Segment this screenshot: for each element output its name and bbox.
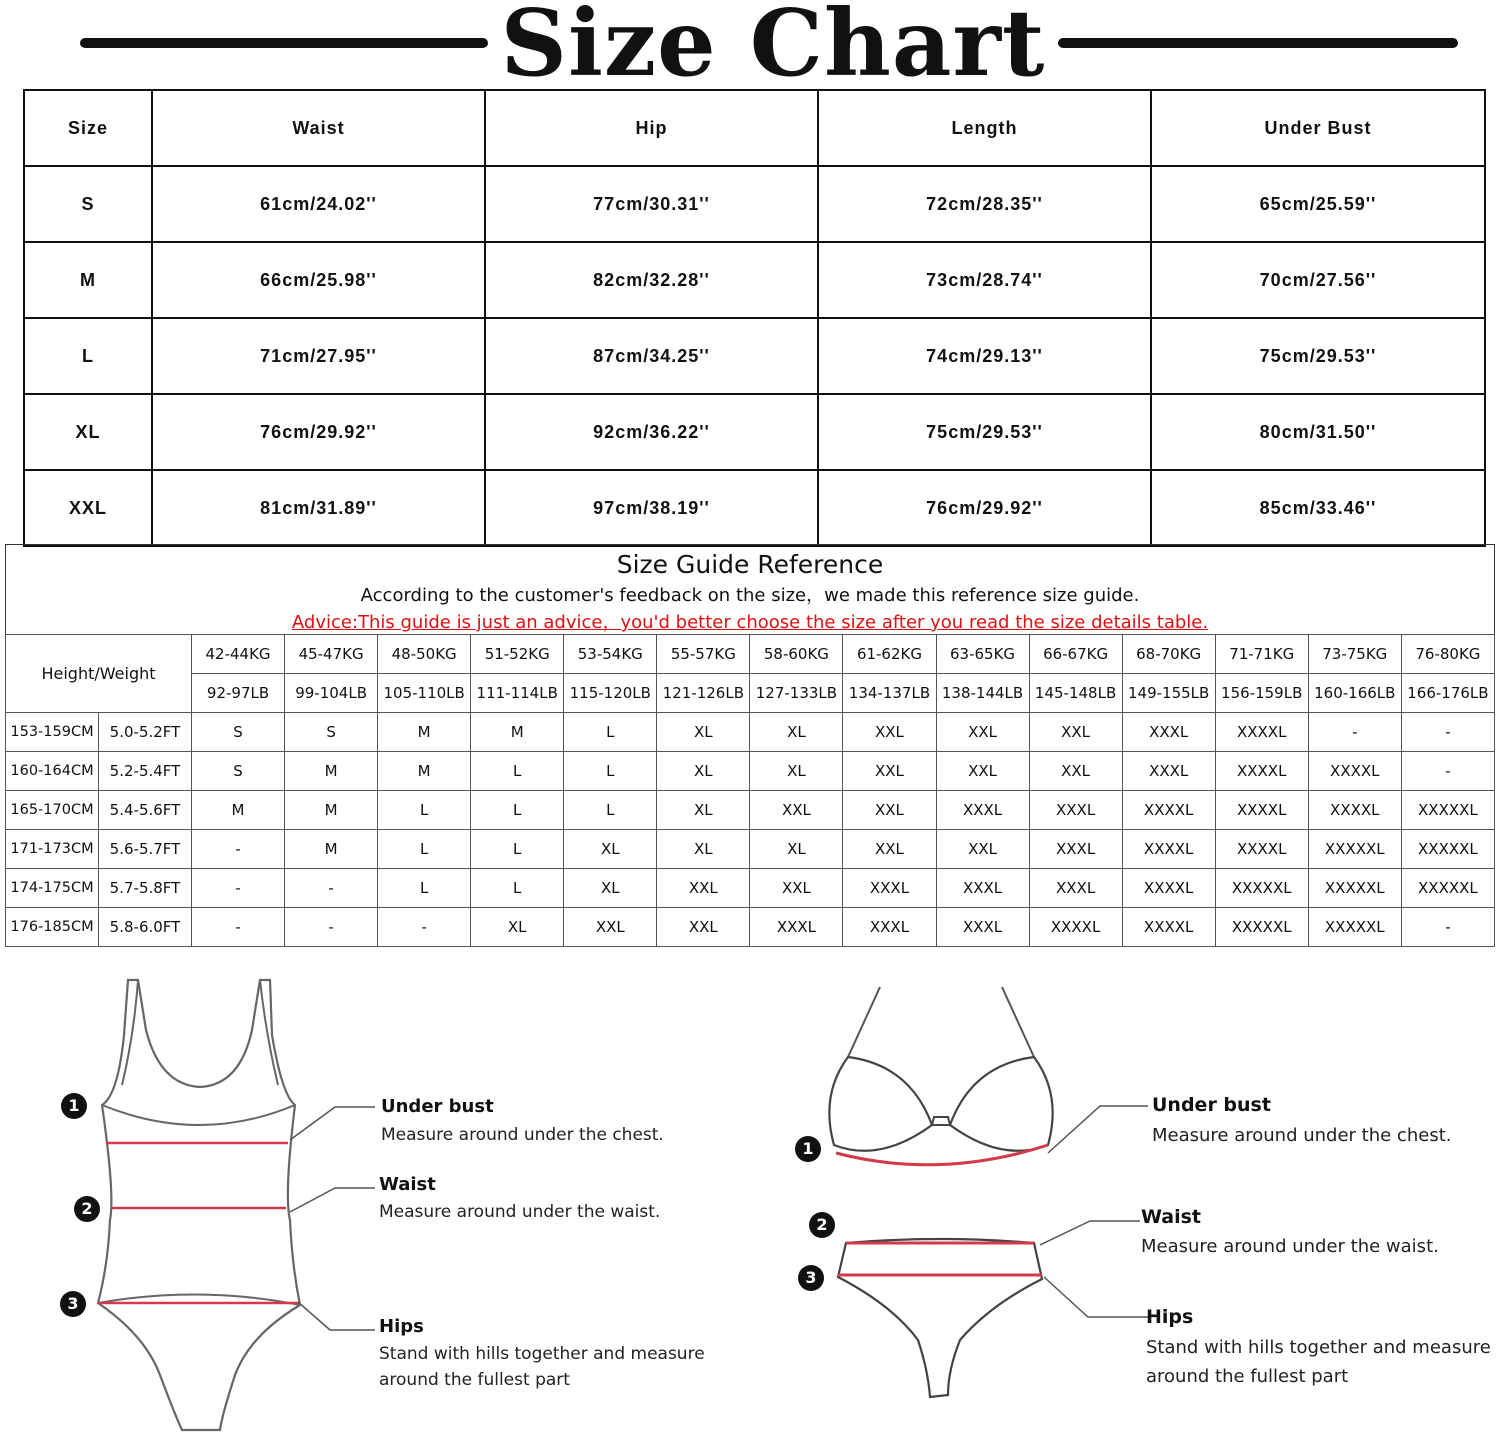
guide-size-cell: XXXL [936, 869, 1029, 908]
guide-size-cell: L [564, 791, 657, 830]
guide-size-cell: XXXXXL [1401, 791, 1494, 830]
title-row [0, 0, 1500, 97]
guide-size-cell: XXXL [1122, 752, 1215, 791]
guide-size-cell: XXXXXL [1215, 908, 1308, 947]
guide-size-cell: - [192, 908, 285, 947]
right-hips-text-1: Stand with hills together and measure [1146, 1337, 1491, 1358]
size-table-cell: XL [24, 394, 152, 470]
guide-size-cell: XXXL [1029, 830, 1122, 869]
title-rule-right [1058, 38, 1458, 48]
guide-weight-lb: 105-110LB [378, 674, 471, 713]
guide-weight-lb: 134-137LB [843, 674, 936, 713]
guide-size-cell: XL [564, 869, 657, 908]
guide-size-cell: XL [657, 791, 750, 830]
size-table-cell: S [24, 166, 152, 242]
size-table-cell: 76cm/29.92'' [818, 470, 1151, 546]
bikini-strap-right [1002, 987, 1034, 1057]
size-table-cell: 61cm/24.02'' [152, 166, 485, 242]
size-table-cell: 97cm/38.19'' [485, 470, 818, 546]
bikini-cup-right [950, 1057, 1053, 1151]
guide-size-cell: XXXXL [1122, 908, 1215, 947]
bikini-bottom-outline [838, 1239, 1042, 1397]
size-table-cell: 85cm/33.46'' [1151, 470, 1485, 546]
right-hips-text-2: around the fullest part [1146, 1366, 1349, 1387]
guide-weight-kg: 63-65KG [936, 635, 1029, 674]
bikini-strap-left [848, 987, 880, 1057]
guide-row [6, 908, 1495, 947]
guide-size-cell: XXL [1029, 752, 1122, 791]
size-table-row [24, 470, 1485, 546]
guide-size-cell: L [471, 830, 564, 869]
size-guide-subtitle: According to the customer's feedback on the size，we made this reference size guide. [360, 585, 1140, 606]
size-table-header-cell: Size [24, 90, 152, 166]
title-rule-left [80, 38, 488, 48]
right-waist-text: Measure around under the waist. [1141, 1236, 1439, 1257]
guide-size-cell: XXXXXL [1308, 869, 1401, 908]
size-table-header-cell: Hip [485, 90, 818, 166]
guide-size-cell: XXL [936, 752, 1029, 791]
guide-weight-lb: 115-120LB [564, 674, 657, 713]
guide-size-cell: XXXXL [1122, 791, 1215, 830]
guide-size-cell: XXXXXL [1308, 830, 1401, 869]
size-table-cell: XXL [24, 470, 152, 546]
guide-weight-lb: 111-114LB [471, 674, 564, 713]
guide-weight-lb: 149-155LB [1122, 674, 1215, 713]
swimsuit-leader-lines [280, 1090, 380, 1350]
guide-height-ft: 5.4-5.6FT [99, 791, 192, 830]
guide-size-cell: XXXXXL [1401, 869, 1494, 908]
left-under-bust-title: Under bust [381, 1096, 494, 1117]
bikini-leader-lines [1040, 1095, 1150, 1335]
guide-size-cell: XXXL [843, 908, 936, 947]
guide-size-cell: XL [471, 908, 564, 947]
guide-size-cell: XXL [843, 830, 936, 869]
guide-size-cell: XXXL [750, 908, 843, 947]
bikini-center-gore [932, 1117, 950, 1125]
guide-height-ft: 5.8-6.0FT [99, 908, 192, 947]
size-table-cell: L [24, 318, 152, 394]
size-table-header-row [24, 90, 1485, 166]
guide-weight-kg: 73-75KG [1308, 635, 1401, 674]
guide-size-cell: XXL [843, 713, 936, 752]
left-waist-text: Measure around under the waist. [379, 1202, 661, 1222]
size-table [23, 89, 1486, 547]
guide-row [6, 869, 1495, 908]
guide-size-cell: XXXXL [1029, 908, 1122, 947]
marker-1-right: 1 [795, 1136, 821, 1162]
guide-weight-kg: 53-54KG [564, 635, 657, 674]
guide-weight-lb: 166-176LB [1401, 674, 1494, 713]
guide-size-cell: XXXXL [1215, 830, 1308, 869]
left-waist-title: Waist [379, 1174, 436, 1195]
guide-size-cell: - [285, 869, 378, 908]
guide-size-cell: - [285, 908, 378, 947]
guide-size-cell: XXL [750, 791, 843, 830]
size-table-cell: 76cm/29.92'' [152, 394, 485, 470]
guide-height-ft: 5.0-5.2FT [99, 713, 192, 752]
marker-1-left: 1 [61, 1093, 87, 1119]
guide-size-cell: XXXL [936, 791, 1029, 830]
guide-size-cell: XXL [564, 908, 657, 947]
guide-size-cell: M [192, 791, 285, 830]
left-hips-title: Hips [379, 1316, 424, 1337]
guide-size-cell: L [471, 791, 564, 830]
guide-size-cell: XL [750, 752, 843, 791]
guide-size-cell: - [1401, 908, 1494, 947]
guide-weight-lb: 145-148LB [1029, 674, 1122, 713]
guide-size-cell: XXXL [1029, 869, 1122, 908]
size-table-header-cell: Length [818, 90, 1151, 166]
guide-size-cell: XXXXXL [1215, 869, 1308, 908]
size-table-cell: 81cm/31.89'' [152, 470, 485, 546]
guide-height-ft: 5.2-5.4FT [99, 752, 192, 791]
guide-size-cell: XXL [750, 869, 843, 908]
guide-weight-kg: 55-57KG [657, 635, 750, 674]
guide-row [6, 830, 1495, 869]
guide-corner-label: Height/Weight [6, 635, 192, 713]
guide-weight-kg: 61-62KG [843, 635, 936, 674]
guide-weight-lb: 138-144LB [936, 674, 1029, 713]
guide-height-ft: 5.6-5.7FT [99, 830, 192, 869]
guide-size-cell: XXL [843, 791, 936, 830]
guide-size-cell: L [471, 752, 564, 791]
size-guide-table [5, 634, 1495, 947]
marker-2-left: 2 [74, 1196, 100, 1222]
guide-height-cm: 160-164CM [6, 752, 99, 791]
guide-size-cell: M [285, 791, 378, 830]
right-under-bust-text: Measure around under the chest. [1152, 1125, 1452, 1146]
swimsuit-diagram [90, 975, 310, 1437]
size-table-row [24, 394, 1485, 470]
guide-height-cm: 165-170CM [6, 791, 99, 830]
right-hips-title: Hips [1146, 1306, 1194, 1328]
guide-size-cell: XXXXXL [1308, 908, 1401, 947]
guide-size-cell: XXXXL [1122, 869, 1215, 908]
guide-size-cell: L [564, 713, 657, 752]
guide-size-cell: XL [657, 830, 750, 869]
marker-2-right: 2 [809, 1212, 835, 1238]
size-table-cell: 80cm/31.50'' [1151, 394, 1485, 470]
size-table-cell: 71cm/27.95'' [152, 318, 485, 394]
guide-row [6, 713, 1495, 752]
size-table-cell: 74cm/29.13'' [818, 318, 1151, 394]
size-table-cell: 82cm/32.28'' [485, 242, 818, 318]
guide-size-cell: - [1401, 713, 1494, 752]
size-guide-advice: Advice:This guide is just an advice，you'd better choose the size after you read the size details table. [291, 612, 1209, 633]
bikini-cup-left [829, 1057, 932, 1151]
guide-size-cell: L [378, 830, 471, 869]
right-waist-title: Waist [1141, 1206, 1202, 1228]
guide-size-cell: XXXL [936, 908, 1029, 947]
guide-weight-lb: 99-104LB [285, 674, 378, 713]
guide-weight-kg: 45-47KG [285, 635, 378, 674]
size-table-header-cell: Waist [152, 90, 485, 166]
guide-height-cm: 171-173CM [6, 830, 99, 869]
guide-size-cell: XXXXL [1215, 791, 1308, 830]
guide-height-cm: 153-159CM [6, 713, 99, 752]
guide-size-cell: M [378, 752, 471, 791]
guide-size-cell: M [471, 713, 564, 752]
marker-3-left: 3 [60, 1291, 86, 1317]
guide-weight-kg: 68-70KG [1122, 635, 1215, 674]
guide-size-cell: XXXXL [1308, 791, 1401, 830]
size-table-cell: 65cm/25.59'' [1151, 166, 1485, 242]
guide-size-cell: XL [750, 830, 843, 869]
size-guide [5, 544, 1495, 954]
guide-size-cell: XXXXL [1215, 752, 1308, 791]
guide-weight-lb: 92-97LB [192, 674, 285, 713]
size-table-cell: 66cm/25.98'' [152, 242, 485, 318]
guide-weight-lb: 127-133LB [750, 674, 843, 713]
guide-height-cm: 176-185CM [6, 908, 99, 947]
guide-size-cell: - [1308, 713, 1401, 752]
size-table-cell: 75cm/29.53'' [818, 394, 1151, 470]
left-hips-text-2: around the fullest part [379, 1370, 570, 1390]
guide-size-cell: S [192, 752, 285, 791]
guide-weight-lb: 121-126LB [657, 674, 750, 713]
guide-size-cell: XXXL [1122, 713, 1215, 752]
guide-size-cell: M [285, 752, 378, 791]
guide-row [6, 791, 1495, 830]
size-table-cell: 72cm/28.35'' [818, 166, 1151, 242]
guide-size-cell: - [192, 830, 285, 869]
guide-size-cell: XL [564, 830, 657, 869]
size-table-header-cell: Under Bust [1151, 90, 1485, 166]
guide-size-cell: XXL [936, 830, 1029, 869]
size-table-row [24, 166, 1485, 242]
guide-size-cell: XXXL [843, 869, 936, 908]
guide-size-cell: XXL [936, 713, 1029, 752]
guide-weight-kg: 58-60KG [750, 635, 843, 674]
guide-size-cell: XL [657, 752, 750, 791]
guide-size-cell: S [285, 713, 378, 752]
guide-size-cell: XL [657, 713, 750, 752]
guide-size-cell: XXXXL [1308, 752, 1401, 791]
guide-size-cell: L [378, 791, 471, 830]
guide-weight-kg: 42-44KG [192, 635, 285, 674]
guide-height-ft: 5.7-5.8FT [99, 869, 192, 908]
guide-weight-kg-row [6, 635, 1495, 674]
size-table-cell: 70cm/27.56'' [1151, 242, 1485, 318]
guide-weight-lb-row [6, 674, 1495, 713]
guide-size-cell: M [285, 830, 378, 869]
guide-size-cell: L [471, 869, 564, 908]
guide-size-cell: XXXXXL [1401, 830, 1494, 869]
size-table-cell: 77cm/30.31'' [485, 166, 818, 242]
guide-height-cm: 174-175CM [6, 869, 99, 908]
guide-size-cell: M [378, 713, 471, 752]
guide-size-cell: XXL [1029, 713, 1122, 752]
page-title: Size Chart [500, 0, 1046, 97]
size-table-row [24, 242, 1485, 318]
guide-size-cell: - [192, 869, 285, 908]
guide-size-cell: XXXL [1029, 791, 1122, 830]
size-table-cell: M [24, 242, 152, 318]
size-table-cell: 75cm/29.53'' [1151, 318, 1485, 394]
guide-size-cell: L [564, 752, 657, 791]
guide-weight-lb: 160-166LB [1308, 674, 1401, 713]
guide-weight-lb: 156-159LB [1215, 674, 1308, 713]
guide-row [6, 752, 1495, 791]
guide-size-cell: XXL [843, 752, 936, 791]
guide-size-cell: L [378, 869, 471, 908]
marker-3-right: 3 [798, 1265, 824, 1291]
guide-size-cell: XXL [657, 869, 750, 908]
size-table-cell: 87cm/34.25'' [485, 318, 818, 394]
size-guide-header [5, 544, 1495, 635]
bikini-diagram [820, 985, 1060, 1405]
size-guide-title: Size Guide Reference [616, 550, 884, 579]
guide-size-cell: XXL [657, 908, 750, 947]
guide-weight-kg: 66-67KG [1029, 635, 1122, 674]
guide-size-cell: XL [750, 713, 843, 752]
guide-size-cell: - [378, 908, 471, 947]
guide-size-cell: S [192, 713, 285, 752]
size-table-cell: 73cm/28.74'' [818, 242, 1151, 318]
right-under-bust-title: Under bust [1152, 1094, 1271, 1116]
left-hips-text-1: Stand with hills together and measure [379, 1344, 705, 1364]
guide-size-cell: - [1401, 752, 1494, 791]
size-table-cell: 92cm/36.22'' [485, 394, 818, 470]
guide-size-cell: XXXXL [1122, 830, 1215, 869]
guide-size-cell: XXXXL [1215, 713, 1308, 752]
guide-weight-kg: 51-52KG [471, 635, 564, 674]
size-table-row [24, 318, 1485, 394]
left-under-bust-text: Measure around under the chest. [381, 1125, 664, 1145]
guide-weight-kg: 48-50KG [378, 635, 471, 674]
guide-weight-kg: 76-80KG [1401, 635, 1494, 674]
guide-weight-kg: 71-71KG [1215, 635, 1308, 674]
